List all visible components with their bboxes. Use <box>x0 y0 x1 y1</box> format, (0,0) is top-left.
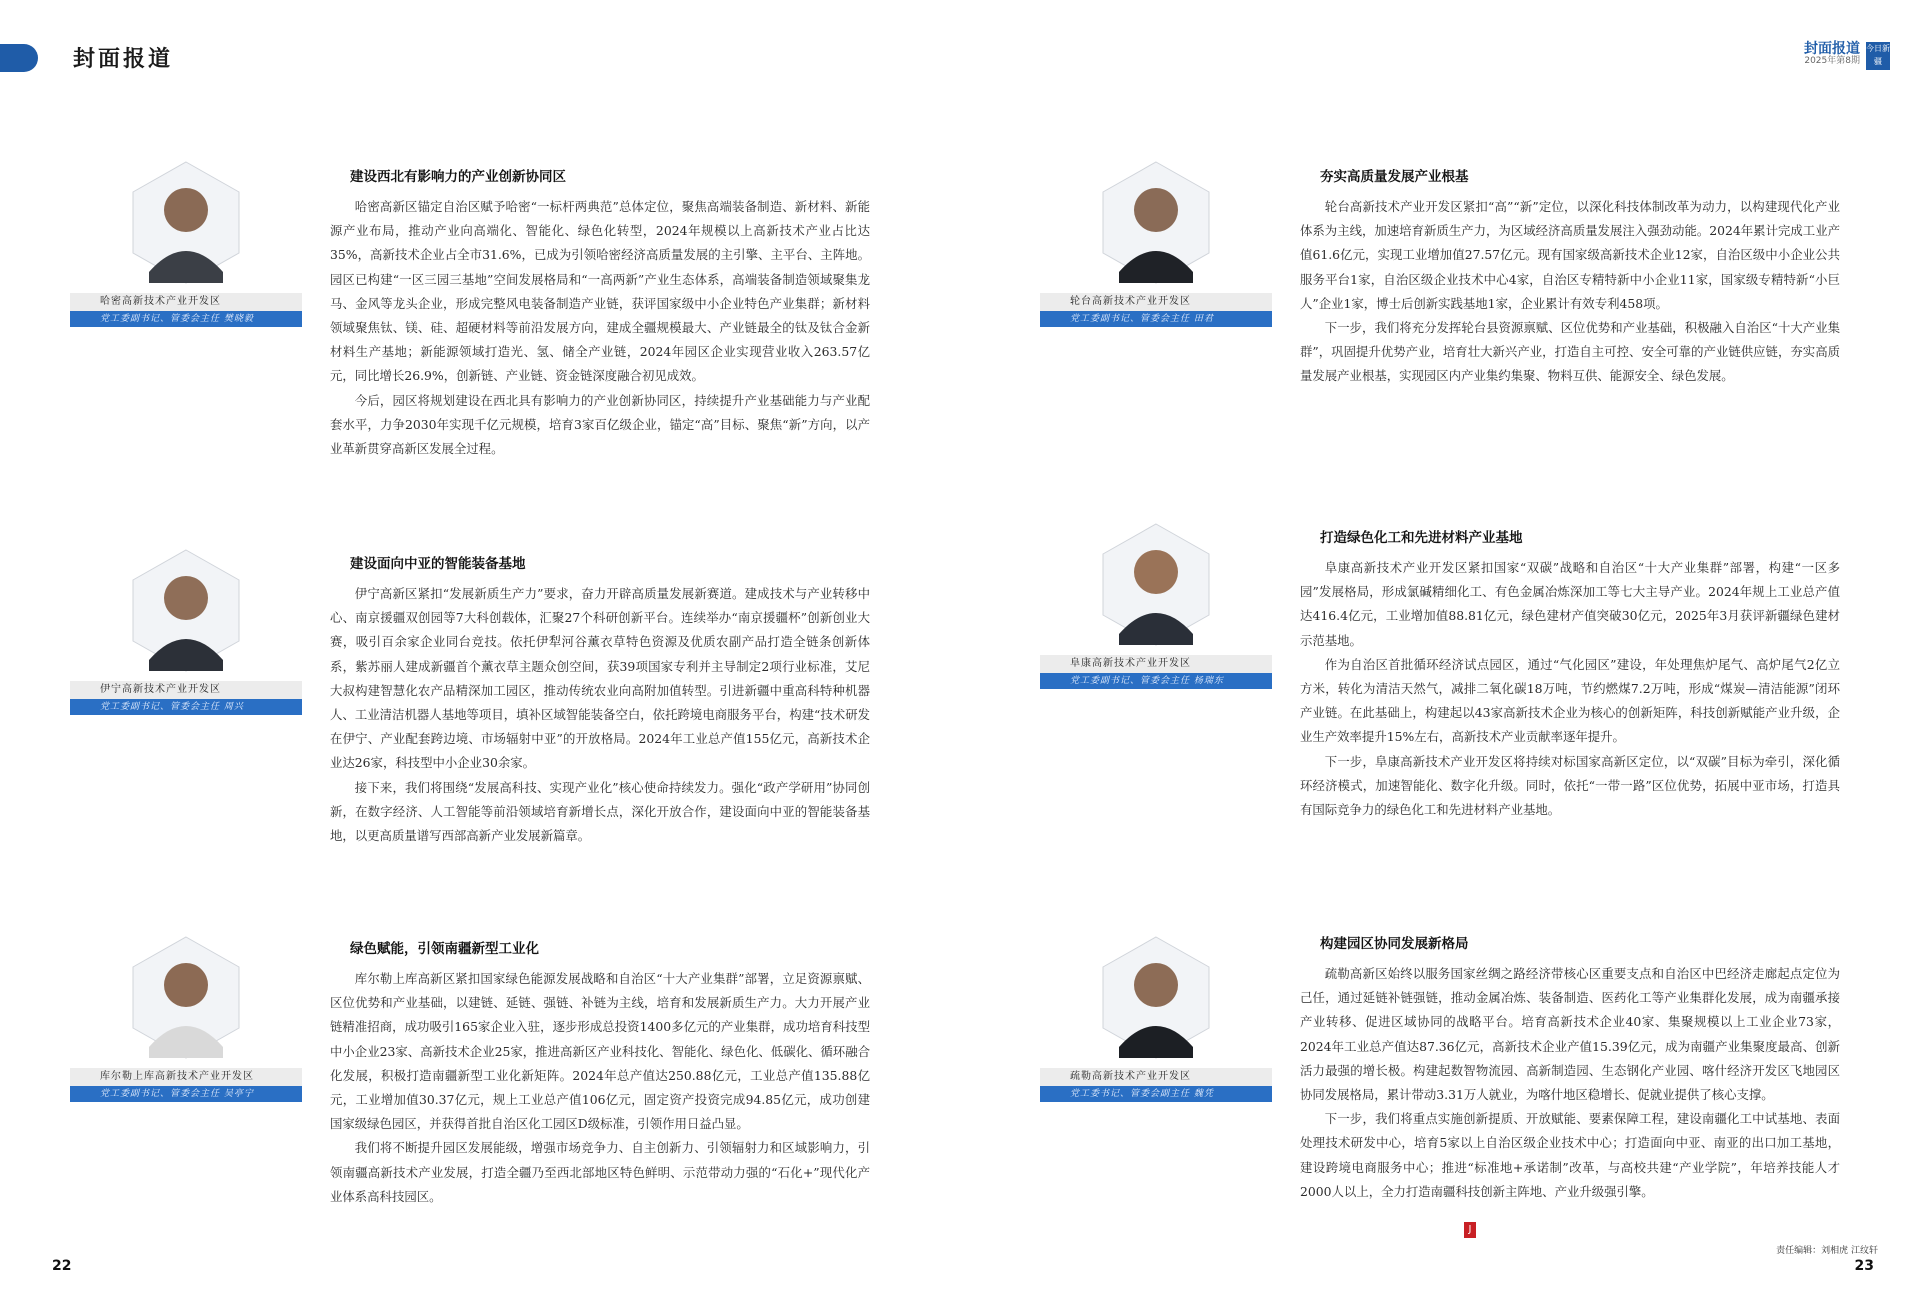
article-paragraph: 下一步，我们将重点实施创新提质、开放赋能、要素保障工程，建设南疆化工中试基地、表面处理技术研发中心，培育5家以上自治区级企业技术中心；打造面向中亚、南亚的出口加工基地，建设跨境电商服务中心；推进“标准地+承诺制”改革，与高校共建“产业学院”，年培养技能人才2000人以上，全力打造南疆科技创新主阵地、产业升级强引擎。 <box>1300 1111 1840 1199</box>
article-paragraph: 伊宁高新区紧扣“发展新质生产力”要求，奋力开辟高质量发展新赛道。建成技术与产业转移中心、南京援疆双创园等7大科创载体，汇聚27个科研创新平台。连续举办“南京援疆杯”创新创业大赛，吸引百余家企业同台竞技。依托伊犁河谷薰衣草特色资源及优质农副产品打造全链条创新体系，紫苏丽人建成新疆首个薰衣草主题众创空间，获39项国家专利并主导制定2项行业标准，艾尼大叔构建智慧化农产品精深加工园区，推动传统农业向高附加值转型。引进新疆中重高科特种机器人、工业清洁机器人基地等项目，填补区域智能装备空白，依托跨境电商服务平台，构建“技术研发在伊宁、产业配套跨边境、市场辐射中亚”的开放格局。2024年工业总产值155亿元，高新技术企业达26家，科技型中小企业30余家。 <box>330 586 870 771</box>
profile-zone: 哈密高新技术产业开发区 <box>70 293 302 311</box>
article-paragraph: 下一步，阜康高新技术产业开发区将持续对标国家高新区定位，以“双碳”目标为牵引，深化循环经济模式，加速智能化、数字化升级。同时，依托“一带一路”区位优势，拓展中亚市场，打造具有国际竞争力的绿色化工和先进材料产业基地。 <box>1300 753 1840 818</box>
article-paragraph: 下一步，我们将充分发挥轮台县资源禀赋、区位优势和产业基础，积极融入自治区“十大产业集群”，巩固提升优势产业，培育壮大新兴产业，打造自主可控、安全可靠的产业链供应链，夯实高质量发展产业根基，实现园区内产业集约集聚、物料互供、能源安全、绿色发展。 <box>1300 320 1840 384</box>
profile-role: 党工委副书记、管委会主任 樊晓毅 <box>70 311 302 327</box>
profile-card <box>70 548 302 715</box>
portrait-photo <box>131 160 241 285</box>
article-section <box>1300 526 1840 822</box>
article-section <box>330 937 870 1209</box>
profile-card <box>70 160 302 327</box>
portrait-photo <box>131 935 241 1060</box>
article-title: 建设西北有影响力的产业创新协同区 <box>350 169 566 185</box>
article-section <box>330 165 870 461</box>
profile-role: 党工委副书记、管委会主任 杨瑞东 <box>1040 673 1272 689</box>
article-section <box>1300 165 1840 389</box>
portrait-photo <box>1101 522 1211 647</box>
profile-role: 党工委副书记、管委会主任 吴亭宁 <box>70 1086 302 1102</box>
profile-card <box>70 935 302 1102</box>
profile-role: 党工委书记、管委会副主任 魏凭 <box>1040 1086 1272 1102</box>
brand-issue: 2025年第8期 <box>1804 56 1860 67</box>
article-title: 建设面向中亚的智能装备基地 <box>350 556 526 572</box>
profile-card <box>1040 160 1272 327</box>
profile-card <box>1040 522 1272 689</box>
article-title: 构建园区协同发展新格局 <box>1320 936 1469 952</box>
article-paragraph: 哈密高新区锚定自治区赋予哈密“一标杆两典范”总体定位，聚焦高端装备制造、新材料、新能源产业布局，推动产业向高端化、智能化、绿色化转型，2024年规模以上高新技术产业占比达35%，高新技术企业占全市31.6%，已成为引领哈密经济高质量发展的主引擎、主平台、主阵地。园区已构建“一区三园三基地”空间发展格局和“一高两新”产业生态体系，高端装备制造领域聚集龙马、金风等龙头企业，形成完整风电装备制造产业链，获评国家级中小企业特色产业集群；新材料领域聚焦钛、镁、硅、超硬材料等前沿发展方向，建成全疆规模最大、产业链最全的钛及钛合金新材料生产基地；新能源领域打造光、氢、储全产业链，2024年园区企业实现营业收入263.57亿元，同比增长26.9%，创新链、产业链、资金链深度融合初见成效。 <box>330 199 870 384</box>
profile-zone: 轮台高新技术产业开发区 <box>1040 293 1272 311</box>
article-paragraph: 疏勒高新区始终以服务国家丝绸之路经济带核心区重要支点和自治区中巴经济走廊起点定位为己任，通过延链补链强链，推动金属冶炼、装备制造、医药化工等产业集群化发展，成为南疆承接产业转移、促进区域协同的战略平台。培育高新技术企业40家、集聚规模以上工业企业73家，2024年工业总产值达87.36亿元，高新技术企业产值15.39亿元，成为南疆产业集聚度最高、创新活力最强的增长极。构建起数智物流园、高新制造园、生态钢化产业园、喀什经济开发区飞地园区协同发展格局，累计带动3.31万人就业，为喀什地区稳增长、促就业提供了核心支撑。 <box>1300 966 1840 1103</box>
page-number-left: 22 <box>52 1258 72 1274</box>
profile-zone: 库尔勒上库高新技术产业开发区 <box>70 1068 302 1086</box>
section-title: 封面报道 <box>73 46 174 72</box>
article-end-mark: J <box>1464 1222 1476 1238</box>
portrait-photo <box>1101 935 1211 1060</box>
profile-zone: 伊宁高新技术产业开发区 <box>70 681 302 699</box>
article-paragraph: 库尔勒上库高新区紧扣国家绿色能源发展战略和自治区“十大产业集群”部署，立足资源禀赋、区位优势和产业基础，以建链、延链、强链、补链为主线，培育和发展新质生产力。大力开展产业链精准招商，成功吸引165家企业入驻，逐步形成总投资1400多亿元的产业集群，成功培育科技型中小企业23家、高新技术企业25家，推进高新区产业科技化、智能化、绿色化、低碳化、循环融合化发展，积极打造南疆新型工业化新矩阵。2024年总产值达250.88亿元，工业总产值135.88亿元，工业增加值30.37亿元，规上工业总产值106亿元，固定资产投资完成94.85亿元，成功创建国家级绿色园区，并获得首批自治区化工园区D级标准，引领作用日益凸显。 <box>330 971 870 1132</box>
brand-section-name: 封面报道 <box>1804 41 1860 57</box>
article-paragraph: 今后，园区将规划建设在西北具有影响力的产业创新协同区，持续提升产业基础能力与产业配套水平，力争2030年实现千亿元规模，培育3家百亿级企业，锚定“高”目标、聚焦“新”方向，以产业革新贯穿高新区发展全过程。 <box>330 392 870 457</box>
magazine-logo: 今日新疆 <box>1866 42 1890 70</box>
article-paragraph: 阜康高新技术产业开发区紧扣国家“双碳”战略和自治区“十大产业集群”部署，构建“一区多园”发展格局，形成氯碱精细化工、有色金属冶炼深加工等七大主导产业。2024年规上工业总产值达416.4亿元，工业增加值88.81亿元，绿色建材产值突破30亿元，2025年3月获评新疆绿色建材示范基地。 <box>1300 560 1840 648</box>
article-title: 打造绿色化工和先进材料产业基地 <box>1320 530 1523 546</box>
article-section <box>1300 932 1840 1204</box>
responsible-editor: 责任编辑：刘相虎 江纹轩 <box>1776 1246 1878 1256</box>
magazine-brand <box>1804 42 1890 70</box>
profile-zone: 阜康高新技术产业开发区 <box>1040 655 1272 673</box>
profile-card <box>1040 935 1272 1102</box>
profile-zone: 疏勒高新技术产业开发区 <box>1040 1068 1272 1086</box>
portrait-photo <box>131 548 241 673</box>
article-title: 绿色赋能，引领南疆新型工业化 <box>350 941 539 957</box>
article-paragraph: 作为自治区首批循环经济试点园区，通过“气化园区”建设，年处理焦炉尾气、高炉尾气2亿立方米，转化为清洁天然气，减排二氧化碳18万吨，节约燃煤7.2万吨，形成“煤炭—清洁能源”闭环产业链。在此基础上，构建起以43家高新技术企业为核心的创新矩阵，科技创新赋能产业升级，企业生产效率提升15%左右，高新技术产业贡献率逐年提升。 <box>1300 656 1840 745</box>
profile-role: 党工委副书记、管委会主任 周兴 <box>70 699 302 715</box>
page-number-right: 23 <box>1854 1258 1874 1274</box>
article-paragraph: 接下来，我们将围绕“发展高科技、实现产业化”核心使命持续发力。强化“政产学研用”协同创新，在数字经济、人工智能等前沿领域培育新增长点，深化开放合作，建设面向中亚的智能装备基地，以更高质量谱写西部高新产业发展新篇章。 <box>330 779 870 844</box>
article-title: 夯实高质量发展产业根基 <box>1320 169 1469 185</box>
article-paragraph: 我们将不断提升园区发展能级，增强市场竞争力、自主创新力、引领辐射力和区域影响力，引领南疆高新技术产业发展，打造全疆乃至西北部地区特色鲜明、示范带动力强的“石化+”现代化产业体系高科技园区。 <box>330 1140 870 1204</box>
article-section <box>330 552 870 848</box>
section-tab-marker <box>0 44 38 72</box>
profile-role: 党工委副书记、管委会主任 田君 <box>1040 311 1272 327</box>
portrait-photo <box>1101 160 1211 285</box>
article-paragraph: 轮台高新技术产业开发区紧扣“高”“新”定位，以深化科技体制改革为动力，以构建现代化产业体系为主线，加速培育新质生产力，为区域经济高质量发展注入强劲动能。2024年累计完成工业产值61.6亿元，实现工业增加值27.57亿元。现有国家级高新技术企业12家，自治区级中小企业公共服务平台1家，自治区级企业技术中心4家，自治区专精特新中小企业11家，国家级专精特新“小巨人”企业1家，博士后创新实践基地1家，企业累计有效专利458项。 <box>1300 199 1840 311</box>
